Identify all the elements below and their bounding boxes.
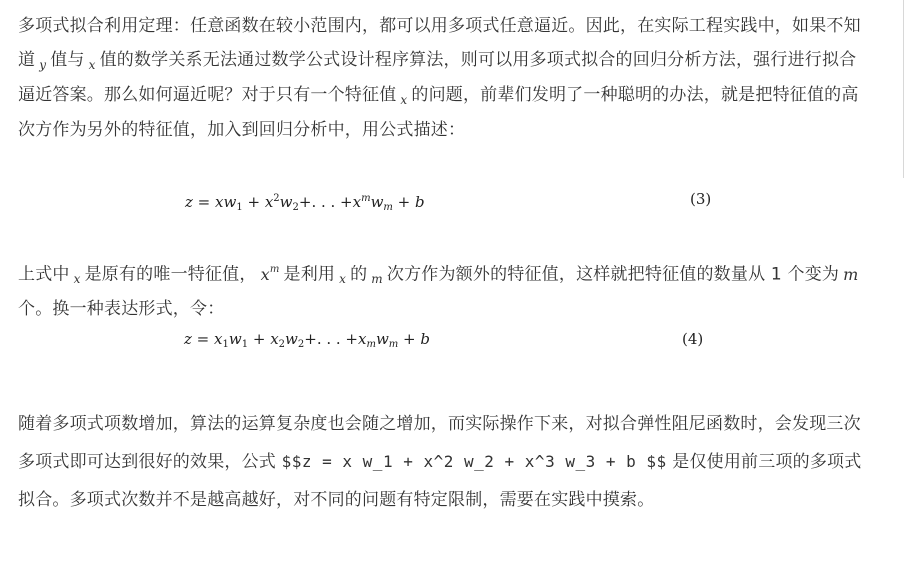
math-variable-y: y: [39, 58, 47, 72]
right-divider: [903, 0, 904, 178]
text-run: 多项式拟合利用定理：任意函数在较小范围内，都可以用多项式任意逼近。因此，在实际工程实践中，如果不知道: [18, 16, 861, 70]
math-variable-m: m: [371, 272, 383, 287]
math-variable-x: x: [88, 58, 96, 72]
text-run: 值与: [50, 50, 85, 70]
math-variable-x-power-m: $x^m$: [260, 264, 280, 285]
raw-latex-formula: $$z = x w_1 + x^2 w_2 + x^3 w_3 + b $$: [281, 452, 667, 471]
text-run: 次方作为额外的特征值，这样就把特征值的数量从 1 个变为: [386, 264, 840, 285]
text-run: 的问题，前辈们发明了一种聪明的办法，就是把特征值的高次方作为另外的特征值，加入到回归分析中，用公式描述：: [18, 85, 859, 140]
text-run: 的: [350, 264, 368, 285]
text-run: 是原有的唯一特征值，: [84, 264, 257, 285]
text-run: 是仅使用前三项的多项式拟合。多项式次数并不是越高越好，对不同的问题有特定限制，需要在实践中摸索。: [18, 452, 862, 510]
text-run: 是利用: [283, 264, 336, 285]
equation-4: [0, 324, 907, 354]
math-variable-m: m: [843, 265, 859, 285]
text-run: 随着多项式项数增加，算法的运算复杂度也会随之增加，而实际操作下来，对拟合弹性阻尼函数时，会发现三次多项式即可达到很好的效果，公式: [18, 414, 861, 472]
explanation-paragraph: [18, 254, 870, 326]
equation-3: [0, 184, 907, 214]
conclusion-paragraph: [18, 405, 870, 519]
math-variable-x: x: [73, 272, 81, 287]
equation-3-number: (3): [690, 190, 712, 208]
text-run: 上式中: [18, 264, 70, 285]
text-run: 个。换一种表达形式，令：: [18, 299, 225, 320]
math-variable-x: x: [400, 93, 408, 107]
intro-paragraph: [18, 9, 870, 147]
equation-3-formula: $z = xw_1 + x^2w_2+$. . . $+x^mw_m + b$: [185, 193, 425, 213]
math-variable-x: x: [339, 272, 347, 287]
equation-4-number: (4): [682, 330, 704, 348]
text-run: 值的数学关系无法通过数学公式设计程序算法，则可以用多项式拟合的回归分析方法，强行进行拟合逼近答案。那么如何逼近呢？对于只有一个特征值: [18, 50, 857, 105]
equation-4-formula: $z = x_1w_1 + x_2w_2+$. . . $+x_mw_m + b$: [184, 330, 430, 350]
